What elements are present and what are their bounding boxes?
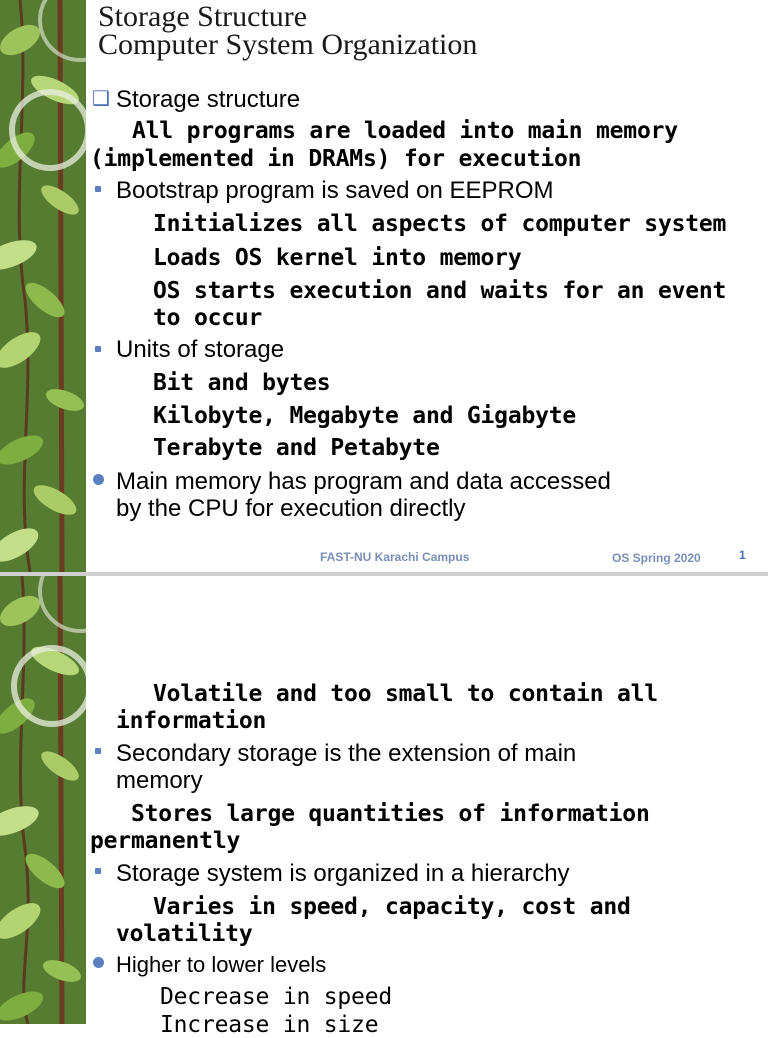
text-line: Initializes all aspects of computer system <box>153 211 727 237</box>
text-line: All programs are loaded into main memory <box>132 118 678 144</box>
bullet-icon <box>95 868 101 874</box>
text-line: Bit and bytes <box>153 370 331 396</box>
bullet-higher-to-lower: Higher to lower levels <box>116 952 327 977</box>
square-bullet-icon: ❑ <box>92 88 110 110</box>
leaf-decoration-image <box>0 0 86 572</box>
bullet-icon <box>95 748 101 754</box>
text-line: Increase in size <box>160 1012 379 1038</box>
text-line: Terabyte and Petabyte <box>153 435 440 461</box>
text-line: Varies in speed, capacity, cost and <box>153 894 631 920</box>
heading-storage-structure: Storage structure <box>116 86 301 113</box>
bullet-icon <box>95 186 101 192</box>
text-line: information <box>116 708 267 734</box>
text-line: to occur <box>153 305 263 331</box>
slide-title: Computer System Organization <box>98 28 478 61</box>
bullet-icon <box>93 474 104 485</box>
text-line: by the CPU for execution directly <box>116 495 466 522</box>
footer-left: FAST-NU Karachi Campus <box>320 550 470 564</box>
bullet-secondary-storage: Secondary storage is the extension of main <box>116 740 577 767</box>
text-line: OS starts execution and waits for an event <box>153 278 727 304</box>
slide-title: Storage Structure <box>98 0 308 33</box>
bullet-units-of-storage: Units of storage <box>116 336 285 363</box>
text-line: permanently <box>90 828 241 854</box>
text-line: (implemented in DRAMs) for execution <box>90 146 582 172</box>
text-line: memory <box>116 767 203 794</box>
text-line: Stores large quantities of information <box>131 801 650 827</box>
text-line: volatility <box>116 921 253 947</box>
bullet-icon <box>93 957 104 968</box>
bullet-icon <box>95 346 101 352</box>
text-line: Kilobyte, Megabyte and Gigabyte <box>153 403 577 429</box>
page-number: 1 <box>739 548 746 562</box>
text-line: Loads OS kernel into memory <box>153 245 522 271</box>
bullet-bootstrap: Bootstrap program is saved on EEPROM <box>116 177 554 204</box>
text-line: Volatile and too small to contain all <box>153 681 658 707</box>
footer-right: OS Spring 2020 <box>612 551 701 565</box>
leaf-decoration-image <box>0 576 86 1024</box>
text-line: Decrease in speed <box>160 984 393 1010</box>
bullet-storage-hierarchy: Storage system is organized in a hierarchy <box>116 860 570 887</box>
bullet-main-memory: Main memory has program and data accessed <box>116 468 611 495</box>
